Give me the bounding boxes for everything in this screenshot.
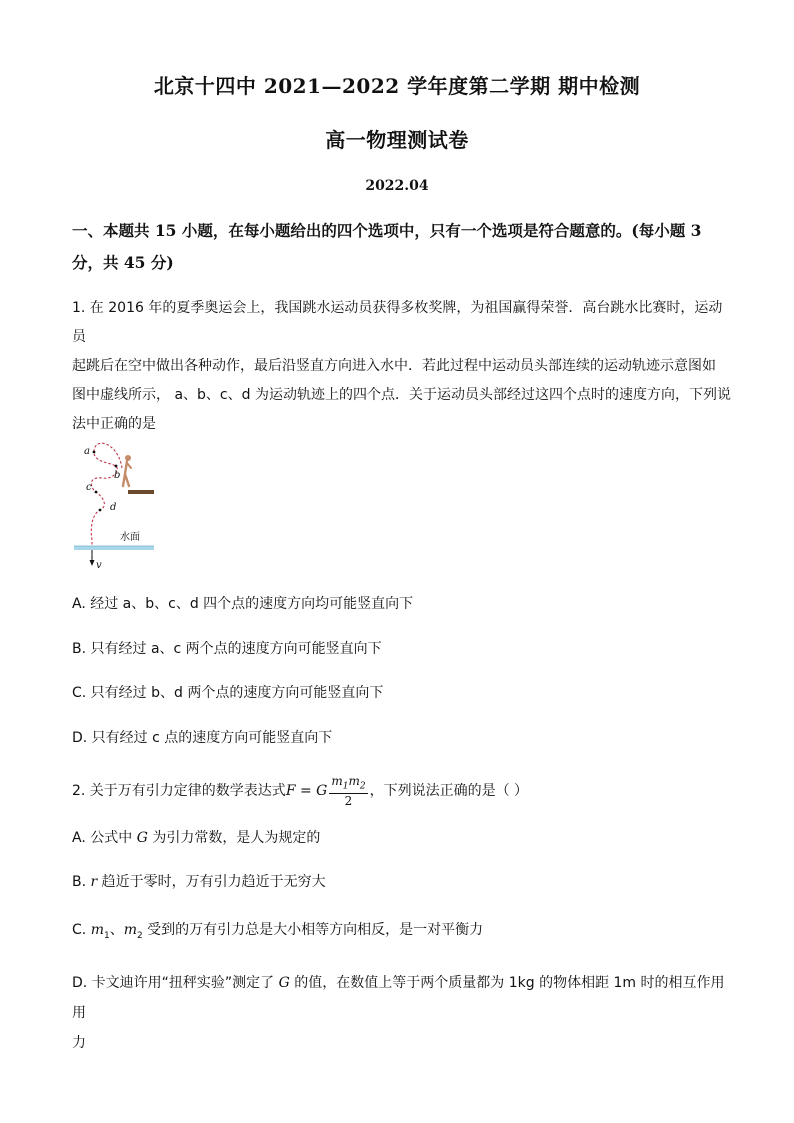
option-a-prefix: A. 公式中 (72, 830, 137, 846)
question-1-option-c: C. 只有经过 b、d 两个点的速度方向可能竖直向下 (72, 685, 384, 701)
section-heading-line2: 分，共 45 分) (72, 253, 174, 272)
frac-m1-sub: 1 (342, 781, 349, 792)
diving-platform (128, 490, 154, 494)
option-b-var: r (90, 874, 98, 890)
exam-subtitle: 高一物理测试卷 (325, 128, 469, 152)
point-d-label: d (110, 502, 117, 513)
diver-icon (123, 455, 131, 486)
point-a-label: a (84, 446, 90, 457)
question-2-option-a (72, 827, 732, 849)
option-c-m2: m (123, 922, 137, 938)
water-surface (74, 546, 154, 550)
question-1-line4: 法中正确的是 (72, 416, 156, 432)
option-b-text: 趋近于零时，万有引力趋近于无穷大 (97, 874, 326, 890)
option-d-prefix: D. 卡文迪许用“扭秤实验”测定了 (72, 975, 279, 991)
option-d-text: 的值，在数值上等于两个质量都为 1kg 的物体相距 1m 时的相互作用用 (72, 975, 725, 1021)
water-label: 水面 (120, 532, 140, 543)
option-c-m1: m (90, 922, 104, 938)
exam-title: 北京十四中 2021—2022 学年度第二学期 期中检测 (153, 74, 641, 98)
section-heading (72, 215, 732, 279)
formula-fraction (329, 774, 367, 808)
trajectory-path (91, 443, 122, 562)
option-c-m1-sub: 1 (103, 930, 110, 941)
velocity-label: v (96, 560, 102, 571)
frac-m1: m (331, 774, 343, 788)
question-1-stem (72, 294, 732, 439)
question-1-option-d: D. 只有经过 c 点的速度方向可能竖直向下 (72, 730, 333, 746)
option-b-prefix: B. (72, 874, 91, 890)
section-heading-line1: 一、本题共 15 小题，在每小题给出的四个选项中，只有一个选项是符合题意的。(每小题 3 (72, 221, 702, 240)
question-1-line3: 图中虚线所示， a、b、c、d 为运动轨迹上的四个点．关于运动员头部经过这四个点时的速度方向，下列说 (72, 387, 731, 403)
frac-m2-sub: 2 (359, 781, 366, 792)
point-b-label: b (114, 470, 121, 481)
question-2-option-d (72, 968, 732, 1058)
option-a-text: 为引力常数，是人为规定的 (147, 830, 321, 846)
question-2-option-b (72, 871, 732, 893)
question-2-suffix: ，下列说法正确的是（ ） (369, 783, 529, 800)
question-1-line2: 起跳后在空中做出各种动作，最后沿竖直方向进入水中．若此过程中运动员头部连续的运动轨迹示意图如 (72, 358, 716, 374)
question-2-stem (72, 774, 732, 808)
point-c-label: c (86, 482, 92, 493)
question-1-option-b: B. 只有经过 a、c 两个点的速度方向可能竖直向下 (72, 641, 382, 657)
question-1-option-a: A. 经过 a、b、c、d 四个点的速度方向均可能竖直向下 (72, 596, 414, 612)
frac-denominator: 2 (344, 794, 353, 809)
option-c-m2-sub: 2 (136, 930, 143, 941)
question-2-option-c (72, 919, 732, 947)
option-a-var: G (136, 830, 148, 846)
exam-date: 2022.04 (365, 178, 429, 194)
option-d-var: G (278, 975, 290, 991)
formula-lhs: F = G (285, 783, 328, 800)
question-1-line1: 1. 在 2016 年的夏季奥运会上，我国跳水运动员获得多枚奖牌，为祖国赢得荣誉．高台跳水比赛时，运动员 (72, 300, 723, 345)
option-c-sep: 、 (109, 922, 124, 938)
option-c-prefix: C. (72, 922, 91, 938)
option-d-line2: 力 (72, 1035, 86, 1051)
diving-trajectory-figure (72, 432, 162, 572)
option-c-text: 受到的万有引力总是大小相等方向相反，是一对平衡力 (142, 922, 484, 938)
question-2-prefix: 2. 关于万有引力定律的数学表达式 (72, 783, 286, 800)
frac-m2: m (348, 774, 360, 788)
